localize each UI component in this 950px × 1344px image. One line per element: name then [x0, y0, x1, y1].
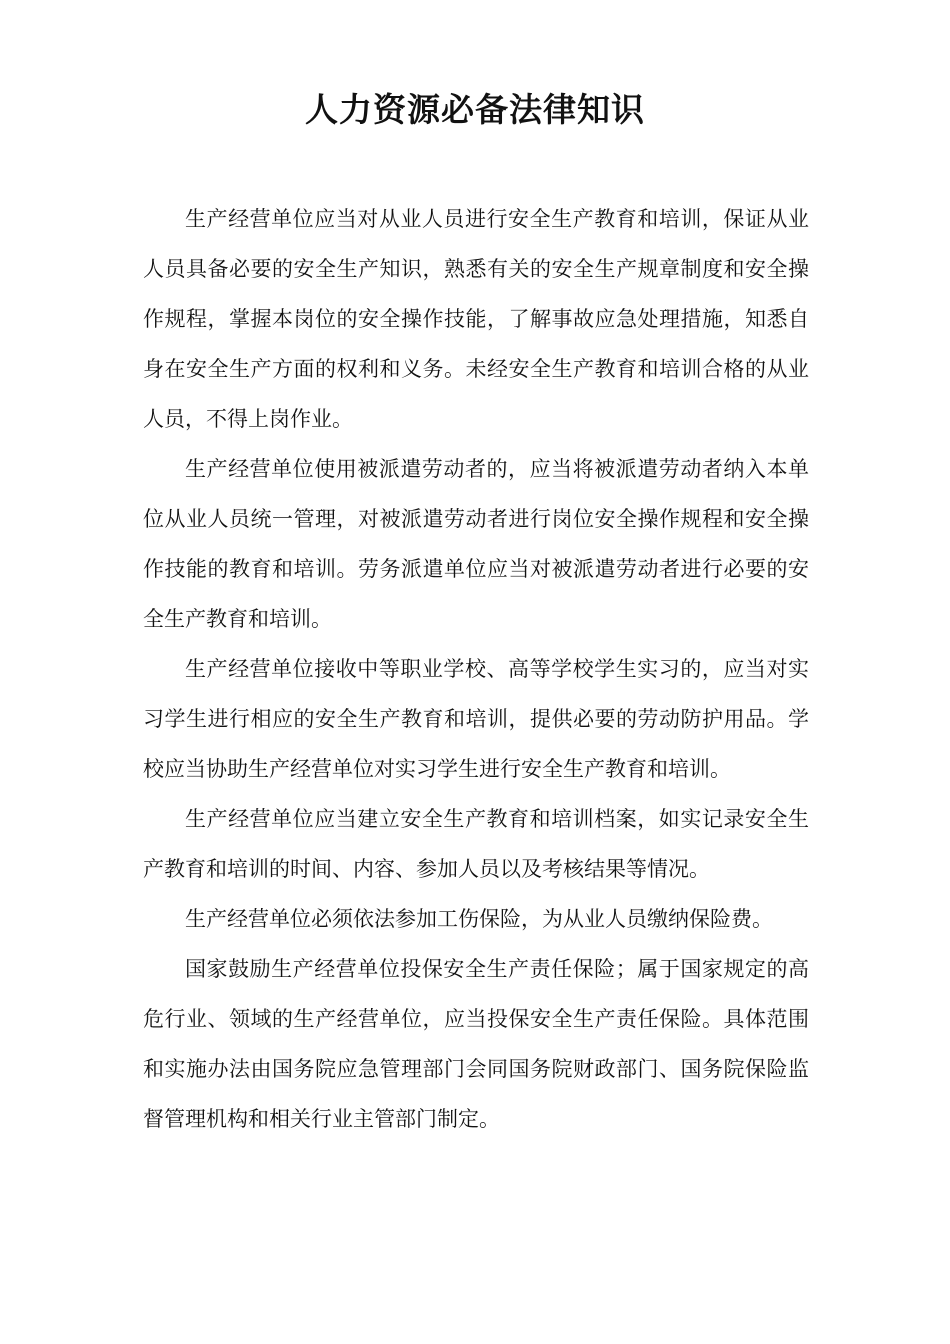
document-body	[143, 194, 809, 1144]
paragraph-liability-insurance: 国家鼓励生产经营单位投保安全生产责任保险；属于国家规定的高危行业、领域的生产经营单位，应当投保安全生产责任保险。具体范围和实施办法由国务院应急管理部门会同国务院财政部门、国务院保险监督管理机构和相关行业主管部门制定。	[143, 957, 809, 1131]
document-title: 人力资源必备法律知识	[305, 90, 645, 129]
paragraph-safety-training: 生产经营单位应当对从业人员进行安全生产教育和培训，保证从业人员具备必要的安全生产知识，熟悉有关的安全生产规章制度和安全操作规程，掌握本岗位的安全操作技能，了解事故应急处理措施，知悉自身在安全生产方面的权利和义务。未经安全生产教育和培训合格的从业人员，不得上岗作业。	[143, 207, 809, 431]
paragraph-injury-insurance: 生产经营单位必须依法参加工伤保险，为从业人员缴纳保险费。	[185, 907, 773, 931]
paragraph-dispatched-workers: 生产经营单位使用被派遣劳动者的，应当将被派遣劳动者纳入本单位从业人员统一管理，对被派遣劳动者进行岗位安全操作规程和安全操作技能的教育和培训。劳务派遣单位应当对被派遣劳动者进行必要的安全生产教育和培训。	[143, 457, 809, 631]
paragraph-training-records: 生产经营单位应当建立安全生产教育和培训档案，如实记录安全生产教育和培训的时间、内容、参加人员以及考核结果等情况。	[143, 807, 809, 881]
paragraph-student-interns: 生产经营单位接收中等职业学校、高等学校学生实习的，应当对实习学生进行相应的安全生产教育和培训，提供必要的劳动防护用品。学校应当协助生产经营单位对实习学生进行安全生产教育和培训。	[143, 657, 809, 781]
